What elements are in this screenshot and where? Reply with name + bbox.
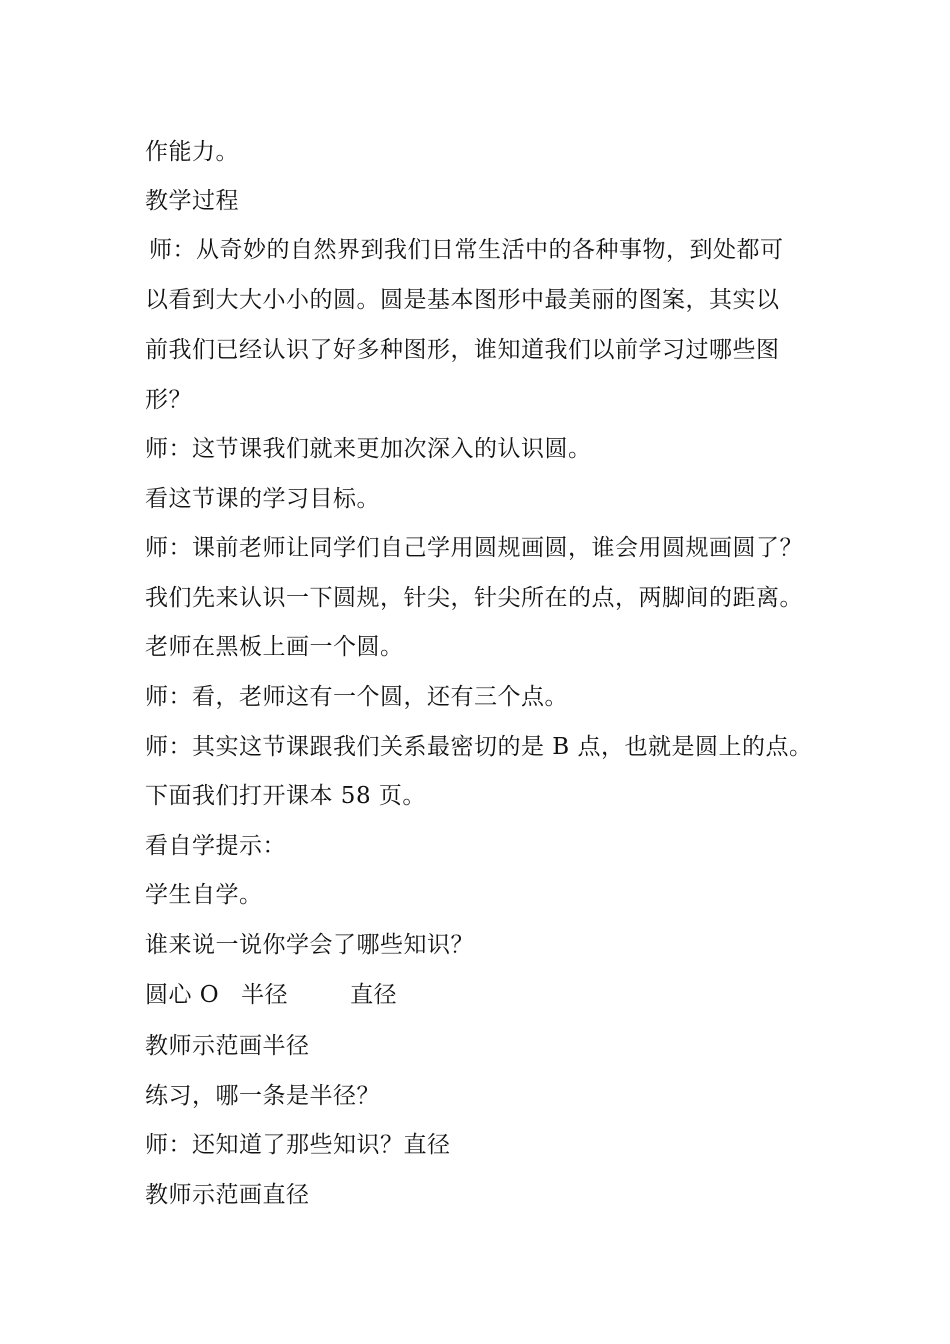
text-line-16: 学生自学。 bbox=[145, 882, 263, 908]
text-line-13: 师：其实这节课跟我们关系最密切的是 B 点，也就是圆上的点。 bbox=[145, 734, 813, 760]
section-heading-teaching-process: 教学过程 bbox=[145, 188, 239, 214]
text-line-22: 教师示范画直径 bbox=[145, 1182, 310, 1208]
text-line-20: 练习，哪一条是半径？ bbox=[145, 1083, 380, 1109]
text-line-6: 形？ bbox=[145, 387, 192, 413]
text-line-21: 师：还知道了那些知识？直径 bbox=[145, 1132, 451, 1158]
term-diameter: 直径 bbox=[350, 982, 398, 1008]
text-line-15: 看自学提示： bbox=[145, 833, 286, 859]
text-line-3: 师：从奇妙的自然界到我们日常生活中的各种事物，到处都可 bbox=[149, 237, 784, 263]
text-line-8: 看这节课的学习目标。 bbox=[145, 486, 380, 512]
text-line-9: 师：课前老师让同学们自己学用圆规画圆，谁会用圆规画圆了？ bbox=[145, 535, 803, 561]
text-line-17: 谁来说一说你学会了哪些知识？ bbox=[145, 932, 474, 958]
text-line-4: 以看到大大小小的圆。圆是基本图形中最美丽的图案，其实以 bbox=[145, 287, 780, 313]
text-line-12: 师：看，老师这有一个圆，还有三个点。 bbox=[145, 684, 568, 710]
text-line-1: 作能力。 bbox=[145, 139, 239, 165]
text-line-5: 前我们已经认识了好多种图形，谁知道我们以前学习过哪些图 bbox=[145, 337, 780, 363]
text-line-10: 我们先来认识一下圆规，针尖，针尖所在的点，两脚间的距离。 bbox=[145, 585, 803, 611]
text-line-14: 下面我们打开课本 58 页。 bbox=[145, 783, 426, 809]
term-radius: 半径 bbox=[241, 982, 289, 1008]
text-line-11: 老师在黑板上画一个圆。 bbox=[145, 634, 404, 660]
term-center: 圆心 O bbox=[145, 982, 220, 1008]
text-line-7: 师：这节课我们就来更加次深入的认识圆。 bbox=[145, 436, 592, 462]
terms-line bbox=[145, 978, 825, 1012]
text-line-19: 教师示范画半径 bbox=[145, 1033, 310, 1059]
